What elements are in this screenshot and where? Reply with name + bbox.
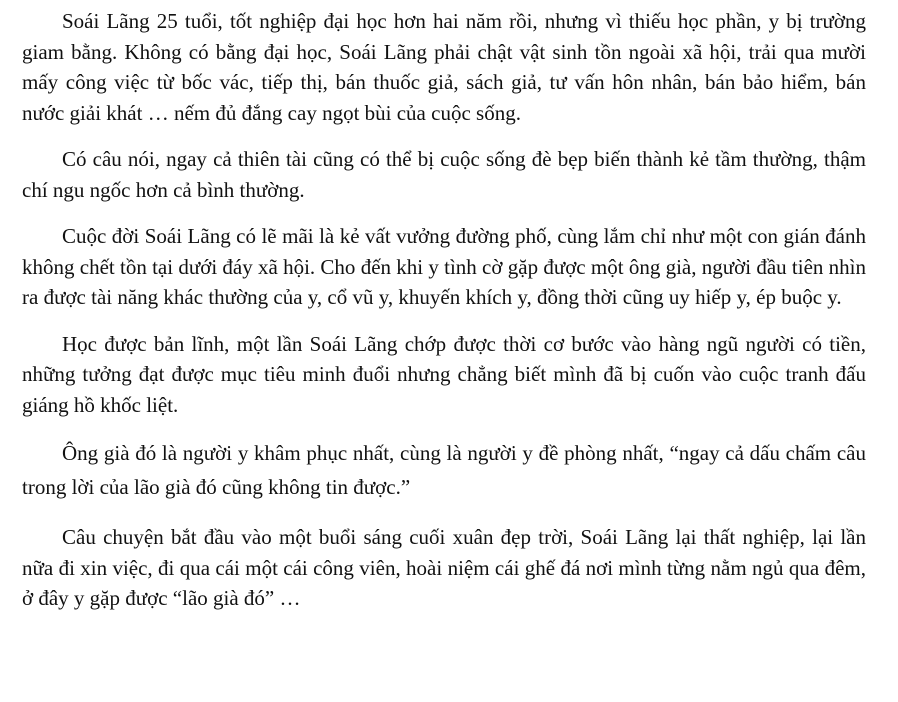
- paragraph-3: Cuộc đời Soái Lãng có lẽ mãi là kẻ vất vưởng đường phố, cùng lắm chỉ như một con gián đánh không chết tồn tại dưới đáy xã hội. Cho đến khi y tình cờ gặp được một ông già, người đầu tiên nhìn ra được tài năng khác thường của y, cổ vũ y, khuyến khích y, đồng thời cũng uy hiếp y, ép buộc y.: [22, 224, 866, 309]
- paragraph-1: Soái Lãng 25 tuổi, tốt nghiệp đại học hơn hai năm rồi, nhưng vì thiếu học phần, y bị trường giam bằng. Không có bằng đại học, Soái Lãng phải chật vật sinh tồn ngoài xã hội, trải qua mười mấy công việc từ bốc vác, tiếp thị, bán thuốc giả, sách giả, tư vấn hôn nhân, bán bảo hiểm, bán nước giải khát … nếm đủ đắng cay ngọt bùi của cuộc sống.: [22, 9, 866, 125]
- paragraph-5: Ông già đó là người y khâm phục nhất, cùng là người y đề phòng nhất, “ngay cả dấu chấm câu trong lời của lão già đó cũng không tin được.”: [22, 441, 866, 499]
- paragraph-6: Câu chuyện bắt đầu vào một buổi sáng cuối xuân đẹp trời, Soái Lãng lại thất nghiệp, lại lần nữa đi xin việc, đi qua cái một cái công viên, hoài niệm cái ghế đá nơi mình từng nằm ngủ qua đêm, ở đây y gặp được “lão già đó” …: [22, 525, 866, 610]
- paragraph-2: Có câu nói, ngay cả thiên tài cũng có thể bị cuộc sống đè bẹp biến thành kẻ tầm thường, thậm chí ngu ngốc hơn cả bình thường.: [22, 147, 866, 202]
- paragraph-4: Học được bản lĩnh, một lần Soái Lãng chớp được thời cơ bước vào hàng ngũ người có tiền, những tưởng đạt được mục tiêu minh đuổi nhưng chẳng biết mình đã bị cuốn vào cuộc tranh đấu giáng hồ khốc liệt.: [22, 331, 866, 417]
